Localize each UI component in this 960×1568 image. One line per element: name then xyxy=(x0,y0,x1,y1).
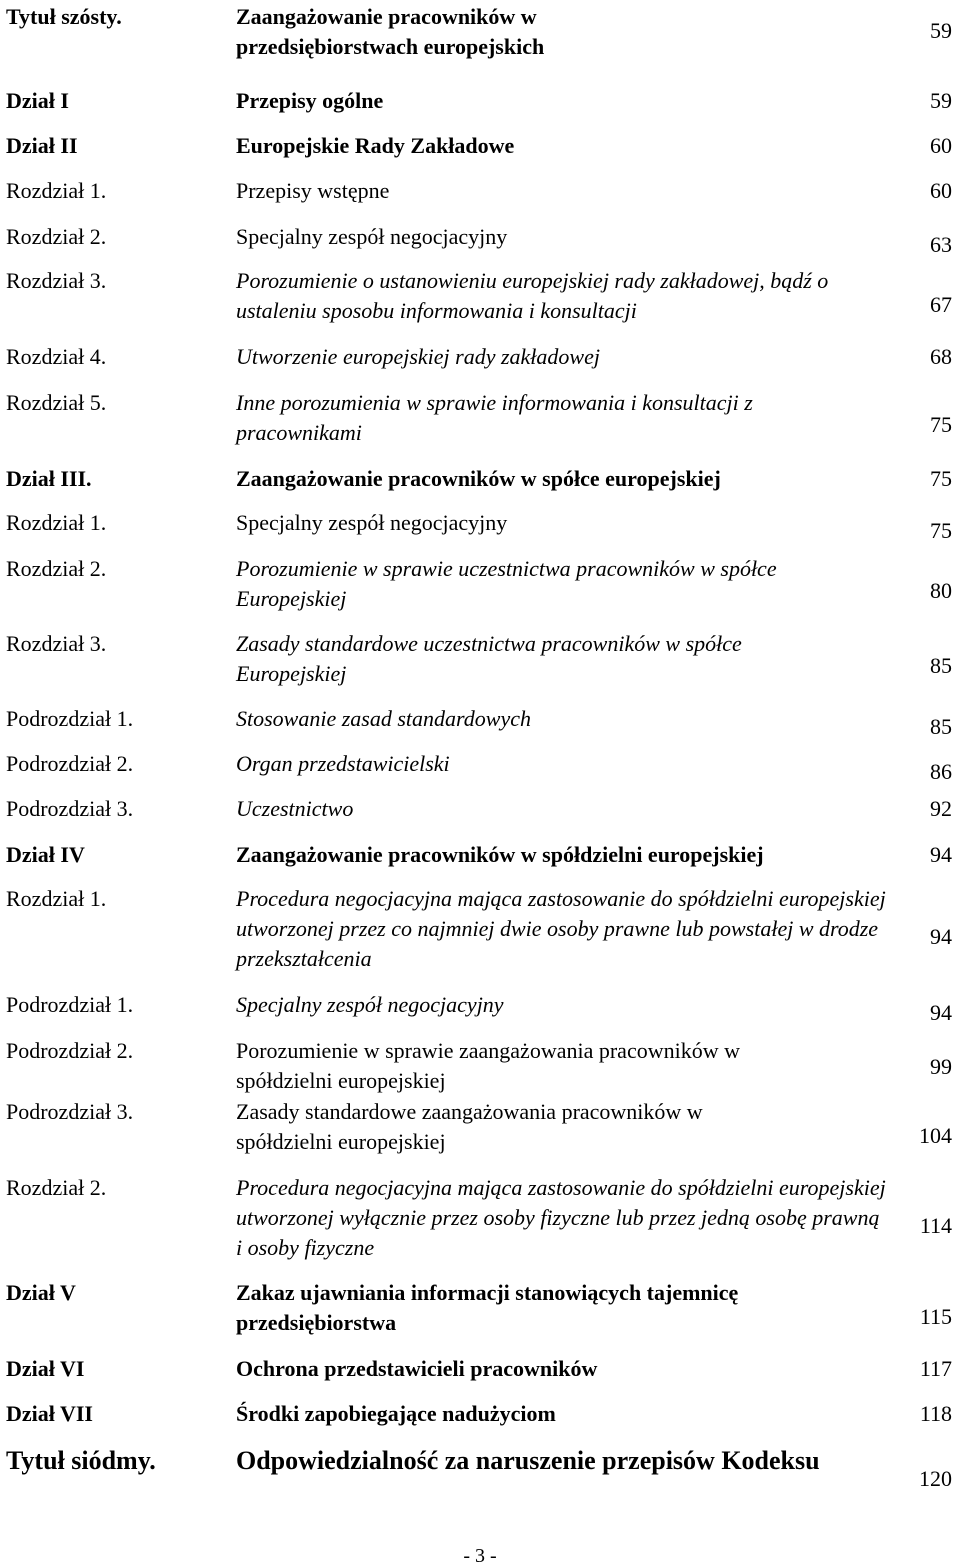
toc-page: 104 xyxy=(919,1123,952,1148)
toc-label: Dział II xyxy=(6,133,78,158)
toc-title: Zaangażowanie pracowników w spółdzielni europejskiej xyxy=(236,842,764,867)
toc-label: Dział III. xyxy=(6,466,92,491)
toc-page: 60 xyxy=(930,178,952,203)
toc-title: Procedura negocjacyjna mająca zastosowanie do spółdzielni europejskiej utworzonej wyłącznie przez osoby fizyczne lub przez jedną osobę prawną i osoby fizyczne xyxy=(236,1175,886,1260)
toc-title: Porozumienie w sprawie zaangażowania pracowników w spółdzielni europejskiej xyxy=(236,1038,740,1093)
page-number-footer: - 3 - xyxy=(463,1545,497,1567)
toc-title: Zaangażowanie pracowników w przedsiębiorstwach europejskich xyxy=(236,4,545,59)
toc-title: Zasady standardowe zaangażowania pracowników w spółdzielni europejskiej xyxy=(236,1099,703,1154)
toc-label: Rozdział 1. xyxy=(6,510,107,535)
toc-page: 63 xyxy=(930,232,952,257)
toc-title: Utworzenie europejskiej rady zakładowej xyxy=(236,344,600,369)
toc-page: 67 xyxy=(930,292,952,317)
toc-label: Rozdział 1. xyxy=(6,886,107,911)
toc-label: Dział V xyxy=(6,1280,76,1305)
toc-page: 68 xyxy=(930,344,952,369)
toc-label: Dział VI xyxy=(6,1356,85,1381)
toc-title: Porozumienie o ustanowieniu europejskiej rady zakładowej, bądź o ustaleniu sposobu informowania i konsultacji xyxy=(236,268,829,323)
toc-page: 94 xyxy=(930,1000,952,1025)
toc-title: Zasady standardowe uczestnictwa pracowników w spółce Europejskiej xyxy=(236,631,742,686)
toc-page: 92 xyxy=(930,796,952,821)
toc-title: Zakaz ujawniania informacji stanowiących tajemnicę przedsiębiorstwa xyxy=(236,1280,739,1335)
toc-page: 75 xyxy=(930,518,952,543)
toc-page: 59 xyxy=(930,18,952,43)
toc-label: Podrozdział 3. xyxy=(6,1099,134,1124)
toc-label: Rozdział 3. xyxy=(6,631,107,656)
toc-page: 118 xyxy=(919,1401,952,1426)
toc-page: 120 xyxy=(919,1466,952,1491)
toc-title: Stosowanie zasad standardowych xyxy=(236,706,531,731)
toc-title: Porozumienie w sprawie uczestnictwa pracowników w spółce Europejskiej xyxy=(236,556,777,611)
toc-title: Procedura negocjacyjna mająca zastosowanie do spółdzielni europejskiej utworzonej przez co najmniej dwie osoby prawne lub powstałej w drodze przekształcenia xyxy=(236,886,886,971)
toc-title: Odpowiedzialność za naruszenie przepisów Kodeksu xyxy=(236,1446,820,1475)
toc-title: Europejskie Rady Zakładowe xyxy=(236,133,515,158)
toc-page: 85 xyxy=(930,653,952,678)
toc-label: Rozdział 2. xyxy=(6,556,107,581)
toc-title: Przepisy ogólne xyxy=(236,88,384,113)
toc-page: 80 xyxy=(930,578,952,603)
toc-label: Podrozdział 2. xyxy=(6,751,134,776)
toc-label: Dział VII xyxy=(6,1401,93,1426)
toc-page: 60 xyxy=(930,133,952,158)
toc-label: Dział I xyxy=(6,88,69,113)
toc-page: 99 xyxy=(930,1054,952,1079)
toc-page: 94 xyxy=(930,924,952,949)
toc-label: Rozdział 2. xyxy=(6,1175,107,1200)
toc-title: Ochrona przedstawicieli pracowników xyxy=(236,1356,598,1381)
toc-page: 75 xyxy=(930,466,952,491)
toc-label: Rozdział 4. xyxy=(6,344,107,369)
toc-page: 117 xyxy=(919,1356,952,1381)
toc-page: 114 xyxy=(919,1213,952,1238)
toc-label: Rozdział 5. xyxy=(6,390,107,415)
toc-label: Podrozdział 2. xyxy=(6,1038,134,1063)
toc-label: Rozdział 2. xyxy=(6,224,107,249)
toc-title: Specjalny zespół negocjacyjny xyxy=(236,992,504,1017)
toc-label: Podrozdział 3. xyxy=(6,796,134,821)
toc-title: Uczestnictwo xyxy=(236,796,354,821)
toc-page: 59 xyxy=(930,88,952,113)
toc-title: Organ przedstawicielski xyxy=(236,751,450,776)
toc-label: Rozdział 1. xyxy=(6,178,107,203)
toc-label: Podrozdział 1. xyxy=(6,706,134,731)
toc-title: Zaangażowanie pracowników w spółce europejskiej xyxy=(236,466,721,491)
toc-page: 85 xyxy=(930,714,952,739)
toc-title: Środki zapobiegające nadużyciom xyxy=(236,1401,556,1426)
toc-page: 94 xyxy=(930,842,952,867)
toc-label: Tytuł siódmy. xyxy=(6,1446,156,1475)
toc-label: Podrozdział 1. xyxy=(6,992,134,1017)
toc-title: Specjalny zespół negocjacyjny xyxy=(236,224,508,249)
toc-page: 86 xyxy=(930,759,952,784)
toc-page: 75 xyxy=(930,412,952,437)
toc-label: Dział IV xyxy=(6,842,85,867)
toc-title: Inne porozumienia w sprawie informowania i konsultacji z pracownikami xyxy=(236,390,753,445)
toc-label: Rozdział 3. xyxy=(6,268,107,293)
toc-title: Specjalny zespół negocjacyjny xyxy=(236,510,508,535)
toc-label: Tytuł szósty. xyxy=(6,4,122,29)
toc-title: Przepisy wstępne xyxy=(236,178,390,203)
toc-page: 115 xyxy=(919,1304,952,1329)
